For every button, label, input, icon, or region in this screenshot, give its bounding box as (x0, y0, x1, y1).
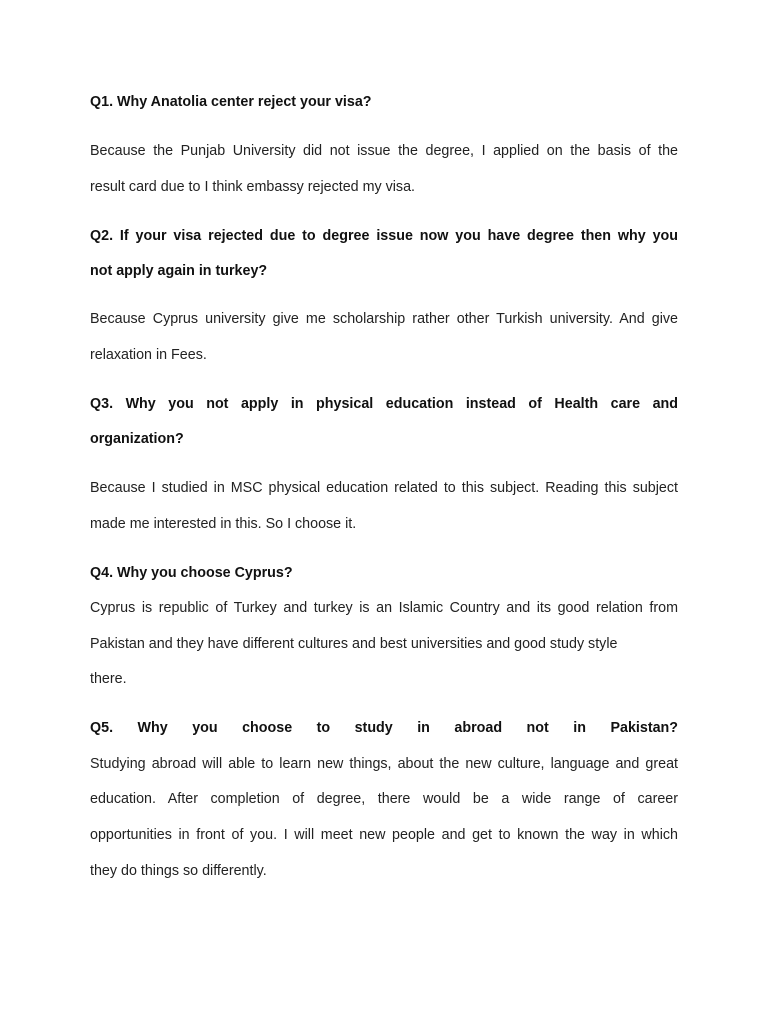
answer-2-line-1: Because Cyprus university give me scholarship rather other Turkish university. And give (90, 311, 678, 327)
answer-1-line-2: result card due to I think embassy rejected my visa. (90, 179, 415, 195)
question-3-line-2: organization? (90, 431, 184, 447)
question-2-line-2: not apply again in turkey? (90, 263, 268, 279)
question-3-line-1: Q3. Why you not apply in physical education instead of Health care and (90, 396, 678, 412)
answer-1-line-1: Because the Punjab University did not issue the degree, I applied on the basis of the (90, 143, 678, 159)
question-1: Q1. Why Anatolia center reject your visa? (90, 94, 372, 110)
answer-4-line-1: Cyprus is republic of Turkey and turkey is an Islamic Country and its good relation from (90, 600, 678, 616)
question-2-line-1: Q2. If your visa rejected due to degree issue now you have degree then why you (90, 228, 678, 244)
answer-5-line-2: education. After completion of degree, there would be a wide range of career (90, 791, 678, 807)
answer-3-line-2: made me interested in this. So I choose it. (90, 516, 357, 532)
answer-5-line-3: opportunities in front of you. I will meet new people and get to known the way in which (90, 827, 678, 843)
question-4: Q4. Why you choose Cyprus? (90, 565, 293, 581)
question-5: Q5. Why you choose to study in abroad not in Pakistan? (90, 720, 678, 736)
answer-4-line-2: Pakistan and they have different cultures and best universities and good study style (90, 636, 618, 652)
answer-2-line-2: relaxation in Fees. (90, 347, 207, 363)
answer-3-line-1: Because I studied in MSC physical education related to this subject. Reading this subject (90, 480, 678, 496)
answer-5-line-1: Studying abroad will able to learn new things, about the new culture, language and great (90, 756, 678, 772)
answer-4-line-3: there. (90, 671, 127, 687)
answer-5-line-4: they do things so differently. (90, 863, 267, 879)
